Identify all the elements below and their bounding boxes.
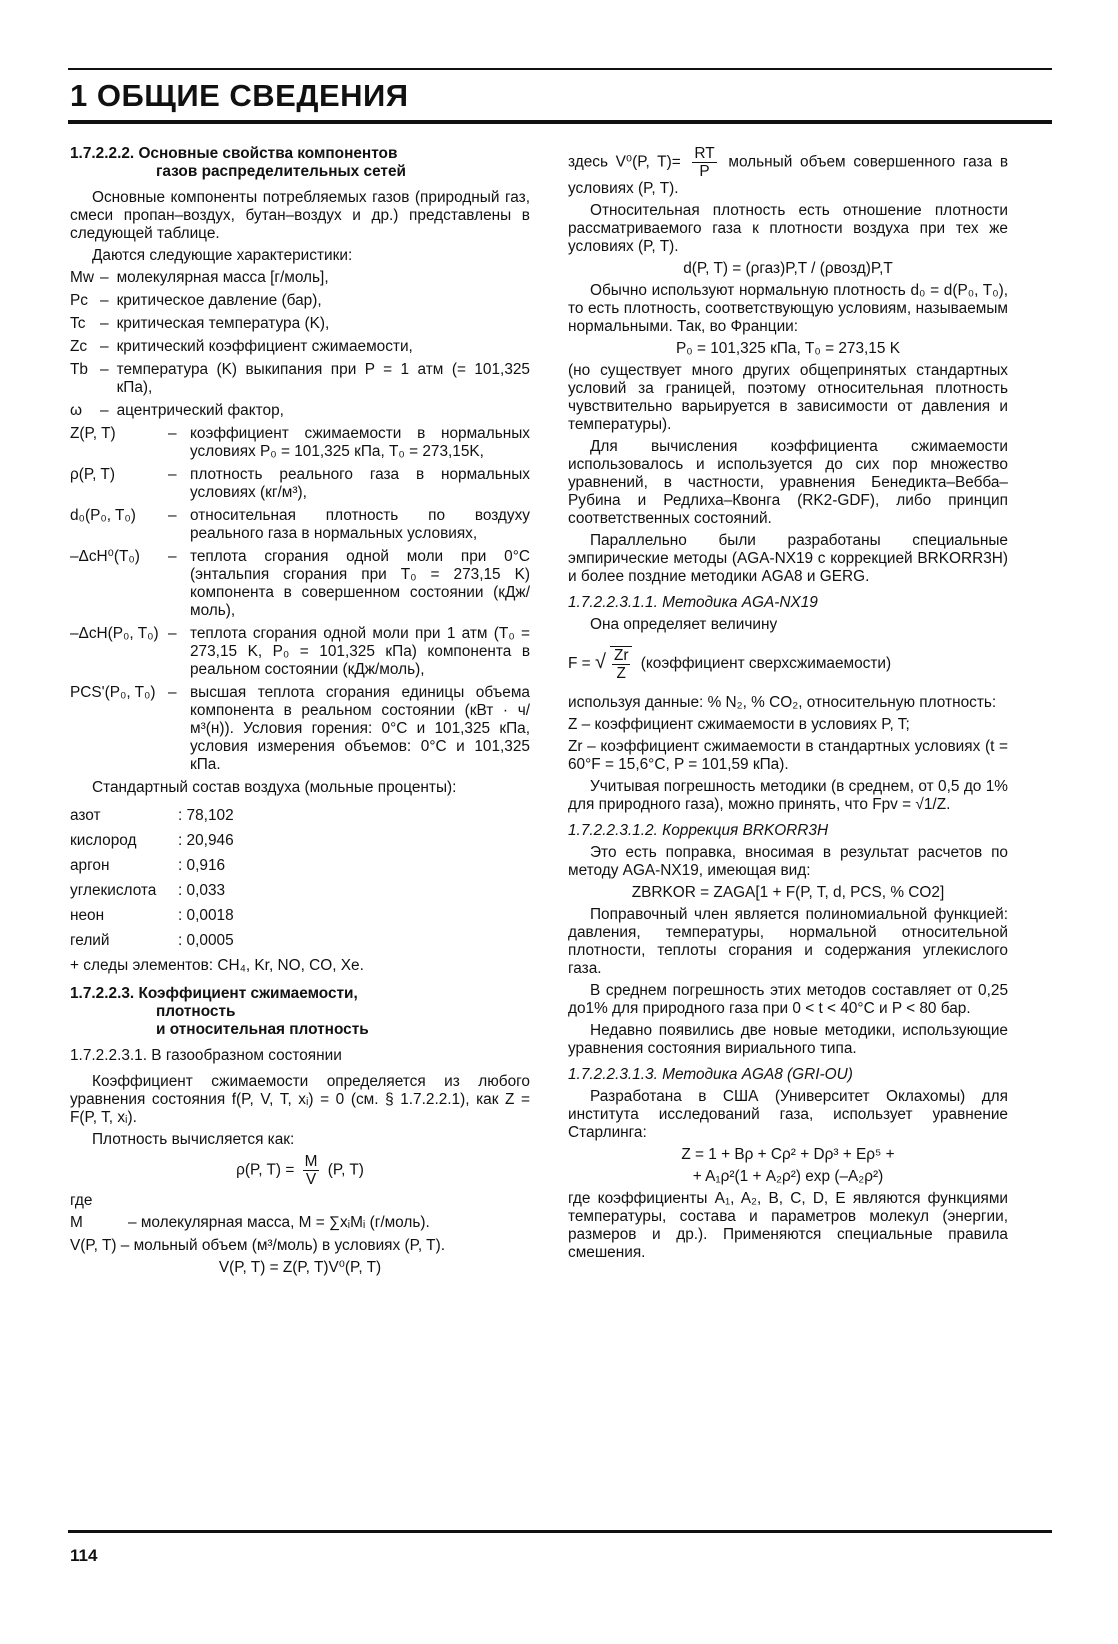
right-column: [568, 145, 1008, 1266]
section2-heading-line3: и относительная плотность: [156, 1021, 369, 1038]
here-suffix: мольный объем совершенного газа в условиях (P, T).: [568, 153, 1008, 197]
gas-value: : 20,946: [178, 832, 234, 849]
equation-rhs: (коэффициент сверхсжимаемости): [640, 655, 892, 673]
equation-lhs: F =: [568, 655, 591, 673]
bottom-rule: [68, 1530, 1052, 1533]
molar-volume-equation: V(P, T) = Z(P, T)V⁰(P, T): [218, 1259, 382, 1276]
table-row: [70, 853, 234, 878]
definition-item: Zc – критический коэффициент сжимаемости,: [70, 338, 530, 356]
coefficients-paragraph: где коэффициенты A₁, A₂, B, C, D, E являются функциями температуры, состава и параметров молекул (энергии, размеров и др.). Применяются специальные правила смешения.: [568, 1190, 1008, 1261]
normal-conditions-equation: P₀ = 101,325 кПа, T₀ = 273,15 K: [676, 340, 900, 357]
definition-text: теплота сгорания одной моли при 0°C (энтальпия сгорания при T₀ = 273,15 K) компонента в совершенном состоянии (кДж/моль),: [190, 548, 530, 619]
gas-name: аргон: [70, 857, 110, 874]
gas-value: : 0,033: [178, 882, 226, 899]
equation-lhs: ρ(P, T) =: [236, 1161, 295, 1179]
gas-name: кислород: [70, 832, 137, 849]
polynomial-paragraph: Поправочный член является полиномиальной функцией: давления, температуры, нормальной относительной плотности, теплоты сгорания и содержания углекислого газа.: [568, 906, 1008, 977]
fraction-numerator: M: [304, 1153, 318, 1170]
definition-text: относительная плотность по воздуху реального газа в нормальных условиях,: [190, 507, 530, 542]
table-row: [70, 928, 234, 953]
supercompressibility-equation: F = √ $\frac{Zr}{Z}$ (коэффициент сверхсжимаемости): [568, 647, 892, 682]
air-intro: Стандартный состав воздуха (мольные проценты):: [92, 779, 457, 796]
brkorr-equation: ZBRKOR = ZAGA[1 + F(P, T, d, PCS, % CO2]: [631, 884, 945, 901]
definition-text: – молекулярная масса, M = ∑xᵢMᵢ (г/моль).: [128, 1214, 430, 1231]
z-definition: Z – коэффициент сжимаемости в условиях P, T;: [568, 716, 910, 733]
starling-equation-line1: Z = 1 + Bρ + Cρ² + Dρ³ + Eρ⁵ +: [681, 1146, 895, 1163]
definition-item: Pc – критическое давление (бар),: [70, 292, 530, 310]
definition-symbol: Pc: [70, 292, 88, 309]
table-row: [70, 903, 234, 928]
long-definitions: [70, 425, 530, 774]
definition-item: Tc – критическая температура (K),: [70, 315, 530, 333]
definition-symbol: –ΔcH(P₀, T₀): [70, 625, 159, 642]
normal-density-paragraph: Обычно используют нормальную плотность d₀ = d(P₀, T₀), то есть плотность, соответствующую условиям, называемым нормальными. Так, во Франции:: [568, 282, 1008, 335]
relative-density-equation: d(P, T) = (ρгаз)P,T / (ρвозд)P,T: [683, 260, 893, 277]
new-methods-paragraph: Недавно появились две новые методики, использующие уравнения состояния вириального типа.: [568, 1022, 1008, 1057]
table-row: [70, 803, 234, 828]
chapter-title: 1 ОБЩИЕ СВЕДЕНИЯ: [70, 78, 409, 113]
gas-value: : 0,916: [178, 857, 226, 874]
gas-value: : 0,0005: [178, 932, 234, 949]
short-definitions: [70, 269, 530, 420]
list-intro: Даются следующие характеристики:: [92, 247, 353, 264]
equation-fraction: [692, 145, 716, 180]
fraction-numerator: RT: [694, 145, 715, 162]
definition-symbol: ω: [70, 402, 83, 419]
definition-symbol: Mw: [70, 269, 94, 286]
density-paragraph: Плотность вычисляется как:: [92, 1131, 295, 1148]
subsection-title: 1.7.2.2.3.1. В газообразном состоянии: [70, 1047, 342, 1064]
top-rule: [68, 68, 1052, 70]
density-equation: [70, 1153, 530, 1188]
definition-text: плотность реального газа в нормальных условиях (кг/м³),: [190, 466, 530, 501]
definition-text: высшая теплота сгорания единицы объема компонента в реальном состоянии (кВт · ч/м³(н)). Условия горения: 0°C и 101,325 кПа, условия измерения объемов: 0°C и 101,325 кПа.: [190, 684, 530, 773]
definition-symbol: M: [70, 1214, 83, 1231]
section-heading-line1: 1.7.2.2.2. Основные свойства компонентов: [70, 145, 398, 162]
fraction-numerator: Zr: [613, 647, 629, 664]
subsection-title: 1.7.2.2.3.1.1. Методика AGA-NX19: [568, 594, 818, 611]
zr-definition: Zr – коэффициент сжимаемости в стандартных условиях (t = 60°F = 15,6°C, P = 101,59 кПа).: [568, 738, 1008, 773]
subsection-title: 1.7.2.2.3.1.2. Коррекция BRKORR3H: [568, 822, 829, 839]
definition-text: коэффициент сжимаемости в нормальных условиях P₀ = 101,325 кПа, T₀ = 273,15K,: [190, 425, 530, 460]
definition-item: ω – ацентрический фактор,: [70, 402, 530, 420]
traces-line: + следы элементов: CH₄, Kr, NO, CO, Xe.: [70, 957, 364, 974]
definition-item: Mw – молекулярная масса [г/моль],: [70, 269, 530, 287]
aga8-paragraph: Разработана в США (Университет Оклахомы) для института исследований газа, использует уравнение Старлинга:: [568, 1088, 1008, 1141]
intro-paragraph: Основные компоненты потребляемых газов (природный газ, смеси пропан–воздух, бутан–воздух и др.) представлены в следующей таблице.: [70, 189, 530, 242]
definition-text: ацентрический фактор,: [116, 402, 284, 419]
equation-fraction: [303, 1153, 320, 1188]
using-paragraph: используя данные: % N₂, % CO₂, относительную плотность:: [568, 694, 997, 711]
definition-symbol: Tb: [70, 361, 88, 378]
definition-text: критическая температура (K),: [116, 315, 330, 332]
starling-equation-line2: + A₁ρ²(1 + A₂ρ²) exp (–A₂ρ²): [692, 1168, 884, 1185]
section2-heading: [70, 985, 530, 1039]
page-number: 114: [70, 1546, 98, 1565]
molar-volume-definition: V(P, T) – мольный объем (м³/моль) в условиях (P, T).: [70, 1237, 445, 1254]
definition-text: температура (K) выкипания при P = 1 атм (= 101,325 кПа),: [116, 361, 530, 396]
gas-value: : 78,102: [178, 807, 234, 824]
brkorr-paragraph: Это есть поправка, вносимая в результат расчетов по методу AGA-NX19, имеющая вид:: [568, 844, 1008, 879]
fraction-denominator: P: [699, 163, 710, 180]
gas-name: азот: [70, 807, 101, 824]
average-error-paragraph: В среднем погрешность этих методов составляет от 0,25 до1% для природного газа при 0 < t < 40°C и P < 80 бар.: [568, 982, 1008, 1017]
section-heading-line2: газов распределительных сетей: [156, 163, 406, 180]
definition-symbol: Tc: [70, 315, 86, 332]
definition-text: молекулярная масса [г/моль],: [116, 269, 329, 286]
definition-symbol: –ΔcH⁰(T₀): [70, 548, 140, 565]
ideal-volume-paragraph: [568, 145, 1008, 198]
gas-name: неон: [70, 907, 105, 924]
definition-item: ρ(P, T) – плотность реального газа в нормальных условиях (кг/м³),: [70, 466, 530, 501]
definition-text: критическое давление (бар),: [116, 292, 322, 309]
definition-item: Tb – температура (K) выкипания при P = 1 атм (= 101,325 кПа),: [70, 361, 530, 396]
relative-density-paragraph: Относительная плотность есть отношение плотности рассматриваемого газа к плотности воздуха при тех же условиях (P, T).: [568, 202, 1008, 255]
subsection-title: 1.7.2.2.3.1.3. Методика AGA8 (GRI-OU): [568, 1066, 853, 1083]
definition-item: –ΔcH(P₀, T₀) – теплота сгорания одной моли при 1 атм (T₀ = 273,15 K, P₀ = 101,325 кПа) компонента в реальном состоянии (кДж/моль),: [70, 625, 530, 678]
definition-symbol: d₀(P₀, T₀): [70, 507, 136, 524]
definition-symbol: Zc: [70, 338, 88, 355]
where-label: где: [70, 1192, 93, 1209]
section2-heading-line1: 1.7.2.2.3. Коэффициент сжимаемости,: [70, 985, 358, 1002]
table-row: [70, 878, 234, 903]
gas-value: : 0,0018: [178, 907, 234, 924]
empirical-methods-paragraph: Параллельно были разработаны специальные эмпирические методы (AGA-NX19 с коррекцией BRKORR3H) и более поздние методики AGA8 и GERG.: [568, 532, 1008, 585]
gas-name: гелий: [70, 932, 110, 949]
fraction-denominator: V: [305, 1171, 317, 1188]
definition-text: критический коэффициент сжимаемости,: [116, 338, 413, 355]
definition-item: [70, 1214, 530, 1232]
equation-fraction: [610, 646, 633, 682]
title-rule: [68, 120, 1052, 124]
here-prefix: здесь V⁰(P, T)=: [568, 153, 681, 171]
equation-rhs: (P, T): [327, 1161, 364, 1179]
definition-symbol: PCS'(P₀, T₀): [70, 684, 156, 701]
gas-name: углекислота: [70, 882, 157, 899]
section2-heading-line2: плотность: [156, 1003, 236, 1020]
table-row: [70, 828, 234, 853]
definition-item: PCS'(P₀, T₀) – высшая теплота сгорания единицы объема компонента в реальном состоянии (кВт · ч/м³(н)). Условия горения: 0°C и 101,325 кПа, условия измерения объемов: 0°C и 101,325 кПа.: [70, 684, 530, 773]
definition-symbol: ρ(P, T): [70, 466, 115, 483]
error-paragraph: Учитывая погрешность методики (в среднем, от 0,5 до 1% для природного газа), можно принять, что Fpv = √1/Z.: [568, 778, 1008, 813]
definition-symbol: Z(P, T): [70, 425, 116, 442]
fraction-denominator: Z: [616, 665, 626, 682]
normal-density-note: (но существует много других общепринятых стандартных условий за границей, поэтому относительная плотность чувствительно варьируется в зависимости от давления и температуры).: [568, 362, 1008, 433]
definition-item: d₀(P₀, T₀) – относительная плотность по воздуху реального газа в нормальных условиях,: [70, 507, 530, 542]
left-column: [70, 145, 530, 1281]
definition-item: Z(P, T) – коэффициент сжимаемости в нормальных условиях P₀ = 101,325 кПа, T₀ = 273,15K,: [70, 425, 530, 460]
air-composition-table: [70, 803, 234, 953]
definition-text: теплота сгорания одной моли при 1 атм (T₀ = 273,15 K, P₀ = 101,325 кПа) компонента в реальном состоянии (кДж/моль),: [190, 625, 530, 678]
defines-paragraph: Она определяет величину: [590, 616, 778, 633]
section-heading: [70, 145, 530, 181]
compressibility-paragraph: Коэффициент сжимаемости определяется из любого уравнения состояния f(P, V, T, xᵢ) = 0 (см. § 1.7.2.2.1), как Z = F(P, T, xᵢ).: [70, 1073, 530, 1126]
definition-item: –ΔcH⁰(T₀) – теплота сгорания одной моли при 0°C (энтальпия сгорания при T₀ = 273,15 K) компонента в совершенном состоянии (кДж/моль),: [70, 548, 530, 619]
calculation-paragraph: Для вычисления коэффициента сжимаемости использовалось и используется до сих пор множество уравнений, в частности, уравнения Бенедикта–Вебба–Рубина и Редлиха–Квонга (RK2-GDF), либо принцип соответственных состояний.: [568, 438, 1008, 527]
